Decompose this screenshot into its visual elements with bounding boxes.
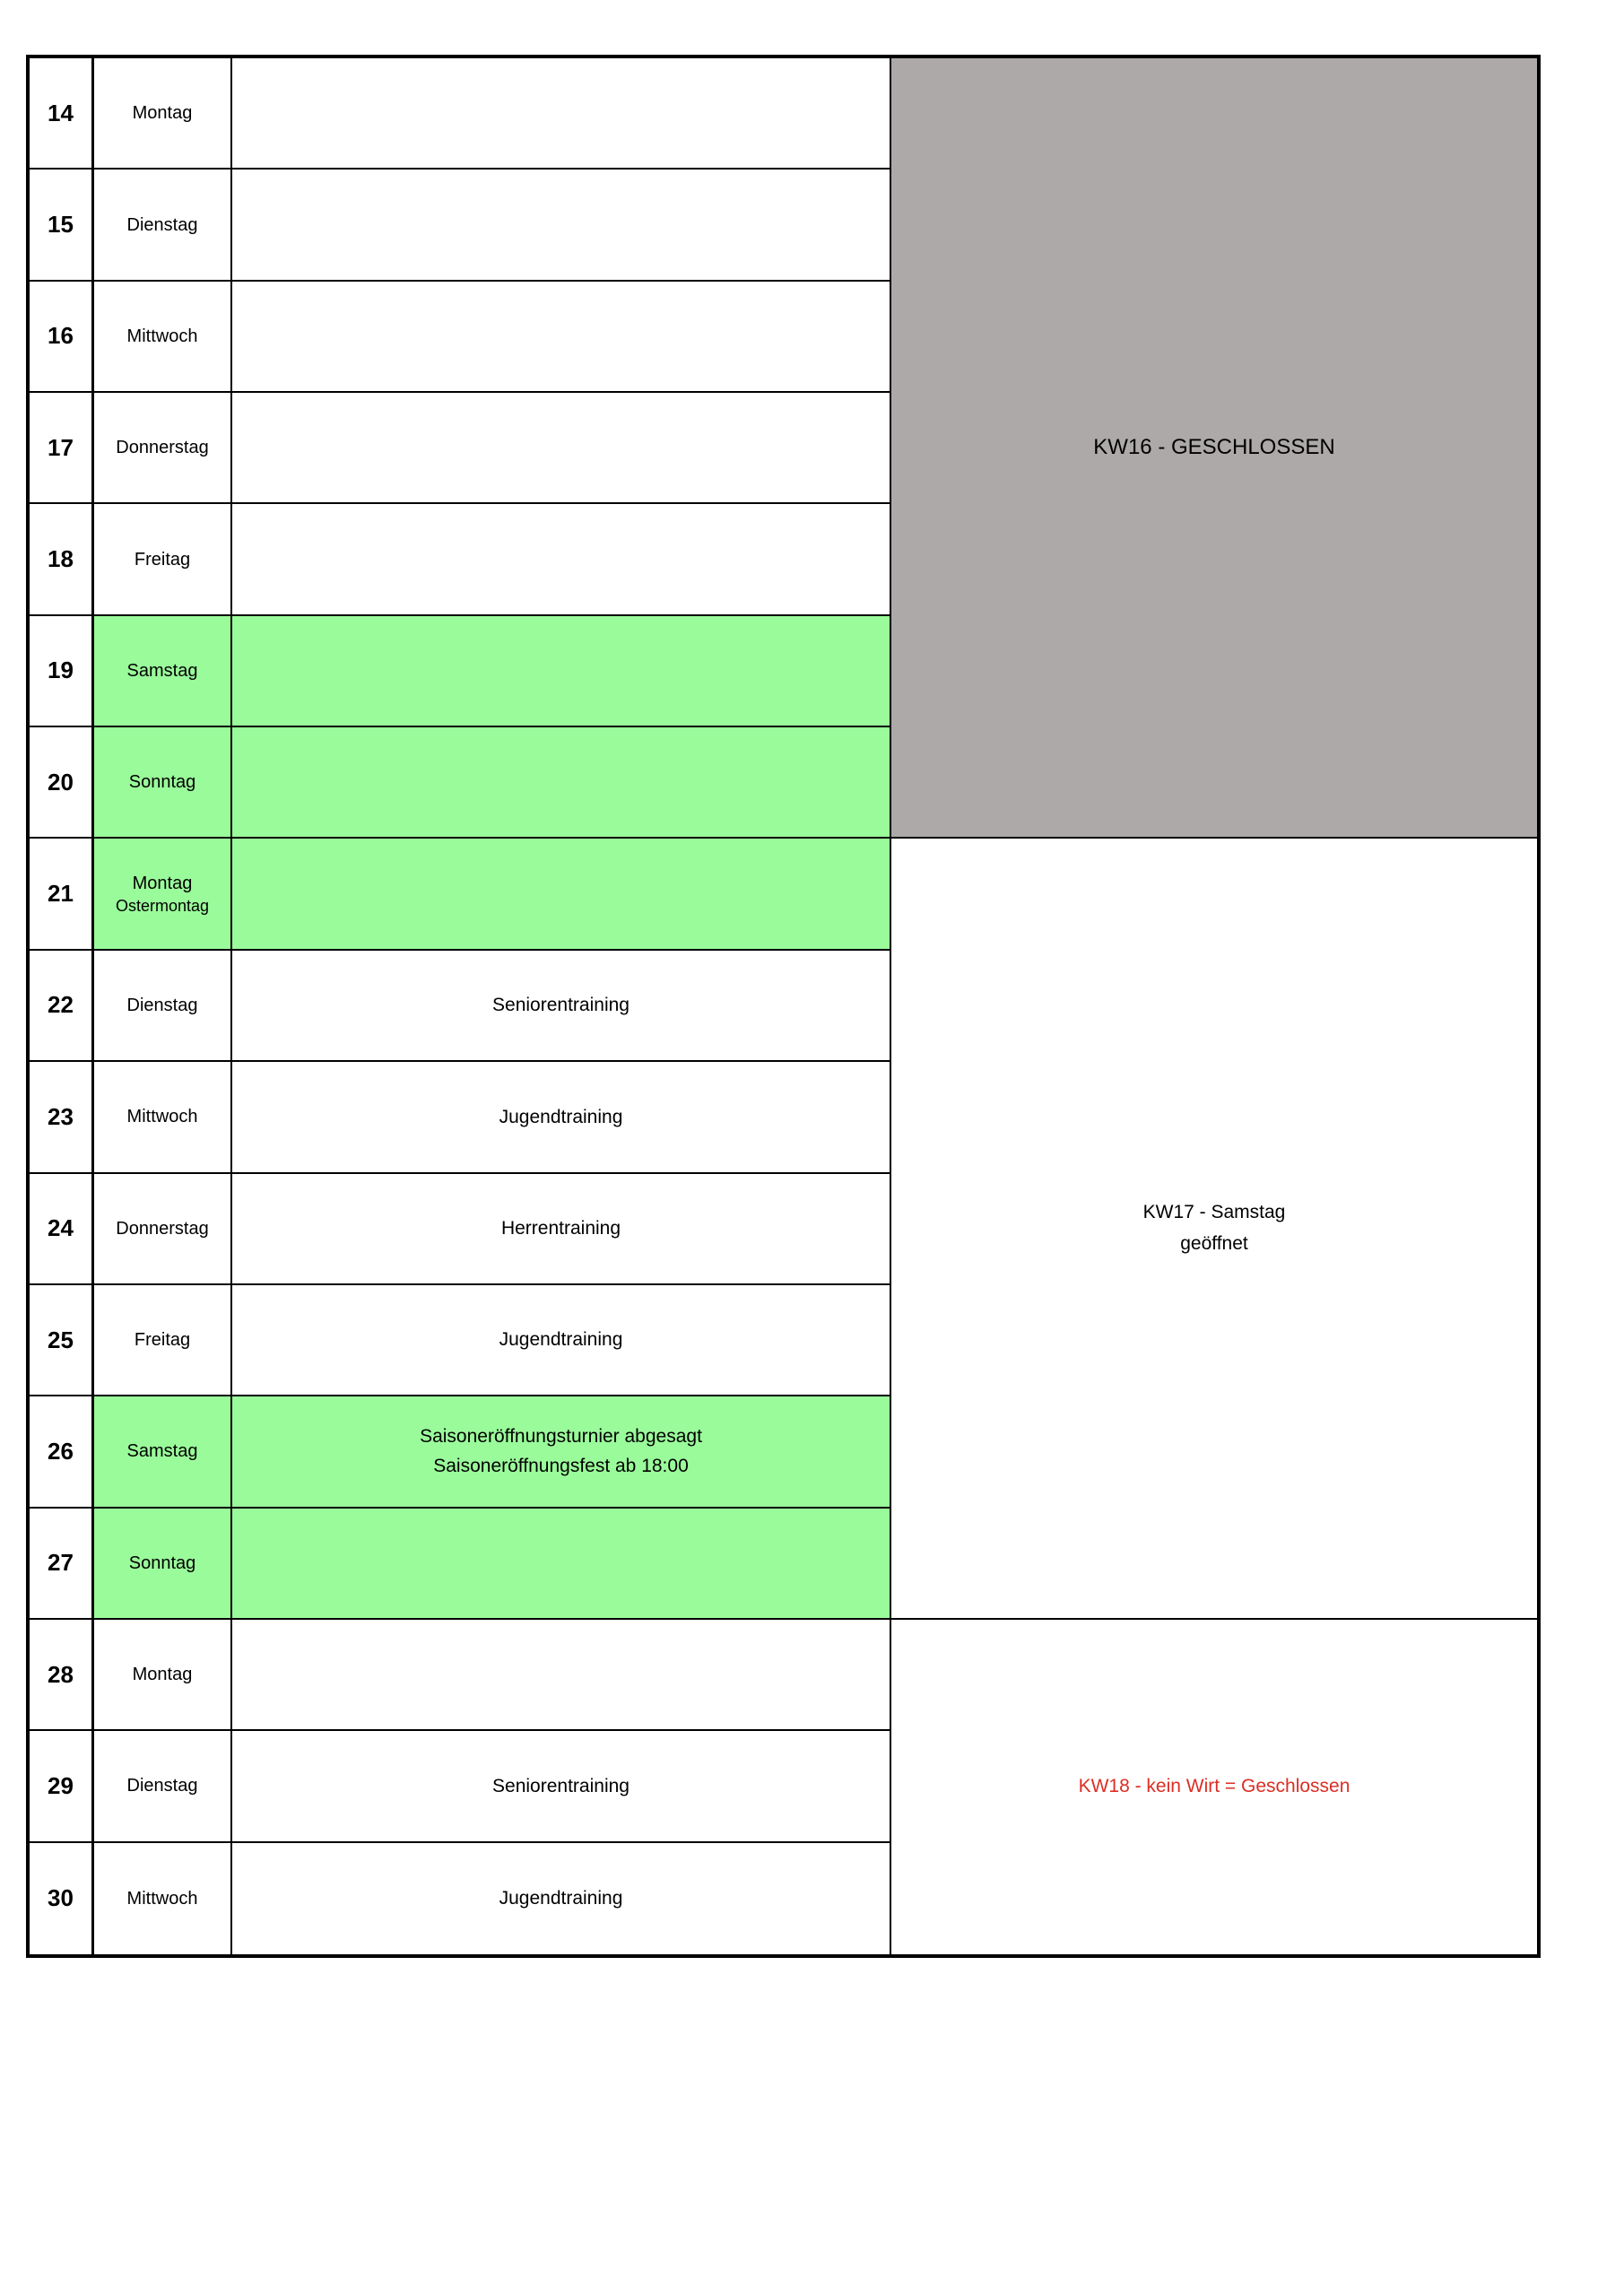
calendar-table xyxy=(26,55,1541,1958)
event-cell xyxy=(232,1620,891,1731)
day-number: 17 xyxy=(48,433,74,461)
event-label: Herrentraining xyxy=(500,1217,621,1239)
event-cell xyxy=(232,951,891,1062)
day-number: 22 xyxy=(48,991,74,1019)
event-label: Jugendtraining xyxy=(499,1106,623,1127)
day-number-cell xyxy=(30,1509,94,1620)
day-name-cell xyxy=(94,1285,232,1396)
event-cell xyxy=(232,170,891,281)
week-label: KW17 - Samstag xyxy=(1142,1202,1286,1223)
day-number-cell xyxy=(30,170,94,281)
event-cell xyxy=(232,1062,891,1173)
day-number: 26 xyxy=(48,1437,74,1465)
day-name-label: Mittwoch xyxy=(126,1888,198,1909)
event-label: Seniorentraining xyxy=(492,1775,630,1796)
day-name-label: Montag xyxy=(132,874,193,894)
day-name-cell xyxy=(94,951,232,1062)
day-number-cell xyxy=(30,393,94,504)
day-number: 21 xyxy=(48,880,74,908)
day-number-cell xyxy=(30,1285,94,1396)
day-name-label: Freitag xyxy=(134,1330,191,1351)
day-name-label: Dienstag xyxy=(126,1776,198,1796)
week-block-open xyxy=(891,839,1537,1619)
event-cell xyxy=(232,58,891,170)
day-name-cell xyxy=(94,1509,232,1620)
event-label: Jugendtraining xyxy=(499,1888,623,1909)
day-name-cell xyxy=(94,616,232,727)
event-cell xyxy=(232,504,891,615)
day-name-cell xyxy=(94,504,232,615)
day-name-cell xyxy=(94,839,232,950)
day-number: 25 xyxy=(48,1326,74,1353)
day-name-label: Dienstag xyxy=(126,214,198,235)
day-name-cell xyxy=(94,58,232,170)
week-label: KW16 - GESCHLOSSEN xyxy=(1093,435,1335,460)
day-name-label: Samstag xyxy=(126,1441,198,1462)
day-number-cell xyxy=(30,1396,94,1508)
day-name-label: Mittwoch xyxy=(126,326,198,346)
day-number-cell xyxy=(30,1731,94,1842)
day-number-cell xyxy=(30,727,94,839)
week-label: geöffnet xyxy=(1180,1232,1248,1254)
day-name-label: Mittwoch xyxy=(126,1107,198,1127)
day-number-cell xyxy=(30,282,94,393)
day-number: 20 xyxy=(48,768,74,796)
day-number: 16 xyxy=(48,322,74,350)
day-number: 19 xyxy=(48,657,74,684)
day-name-cell xyxy=(94,1620,232,1731)
day-number-cell xyxy=(30,58,94,170)
event-cell xyxy=(232,1396,891,1508)
day-number-cell xyxy=(30,1843,94,1954)
event-label: Jugendtraining xyxy=(499,1329,623,1351)
event-label: Saisoneröffnungsfest ab 18:00 xyxy=(433,1456,689,1477)
week-block-alert xyxy=(891,1620,1537,1954)
day-number-cell xyxy=(30,1062,94,1173)
day-name-label: Sonntag xyxy=(128,772,196,793)
day-name-cell xyxy=(94,1174,232,1285)
event-cell xyxy=(232,1731,891,1842)
week-block-closed xyxy=(891,58,1537,839)
day-name-cell xyxy=(94,170,232,281)
day-name-label: Donnerstag xyxy=(116,438,209,458)
day-name-cell xyxy=(94,1062,232,1173)
event-cell xyxy=(232,1285,891,1396)
day-subtitle-label: Ostermontag xyxy=(115,897,210,916)
day-number: 30 xyxy=(48,1884,74,1912)
event-cell xyxy=(232,1843,891,1954)
event-label: Saisoneröffnungsturnier abgesagt xyxy=(420,1425,702,1447)
day-number-cell xyxy=(30,504,94,615)
event-cell xyxy=(232,282,891,393)
day-name-label: Samstag xyxy=(126,660,198,681)
day-number: 23 xyxy=(48,1102,74,1130)
day-name-label: Dienstag xyxy=(126,995,198,1015)
day-number-cell xyxy=(30,1620,94,1731)
event-cell xyxy=(232,1174,891,1285)
day-name-label: Donnerstag xyxy=(116,1218,209,1239)
day-name-cell xyxy=(94,1731,232,1842)
day-name-label: Sonntag xyxy=(128,1552,196,1573)
day-number-cell xyxy=(30,616,94,727)
day-number: 28 xyxy=(48,1660,74,1688)
day-name-label: Freitag xyxy=(134,549,191,570)
day-number: 18 xyxy=(48,545,74,573)
day-number: 14 xyxy=(48,99,74,126)
event-cell xyxy=(232,839,891,950)
day-number: 15 xyxy=(48,211,74,239)
day-number: 29 xyxy=(48,1771,74,1799)
event-cell xyxy=(232,1509,891,1620)
day-name-cell xyxy=(94,282,232,393)
day-number: 27 xyxy=(48,1549,74,1577)
day-number-cell xyxy=(30,951,94,1062)
event-cell xyxy=(232,393,891,504)
day-name-cell xyxy=(94,393,232,504)
day-name-cell xyxy=(94,1843,232,1954)
event-cell xyxy=(232,616,891,727)
event-cell xyxy=(232,727,891,839)
day-name-label: Montag xyxy=(132,1665,193,1685)
day-number-cell xyxy=(30,839,94,950)
day-name-label: Montag xyxy=(132,103,193,124)
day-number-cell xyxy=(30,1174,94,1285)
event-label: Seniorentraining xyxy=(492,995,630,1016)
day-name-cell xyxy=(94,727,232,839)
day-name-cell xyxy=(94,1396,232,1508)
week-label: KW18 - kein Wirt = Geschlossen xyxy=(1078,1776,1350,1797)
day-number: 24 xyxy=(48,1214,74,1242)
